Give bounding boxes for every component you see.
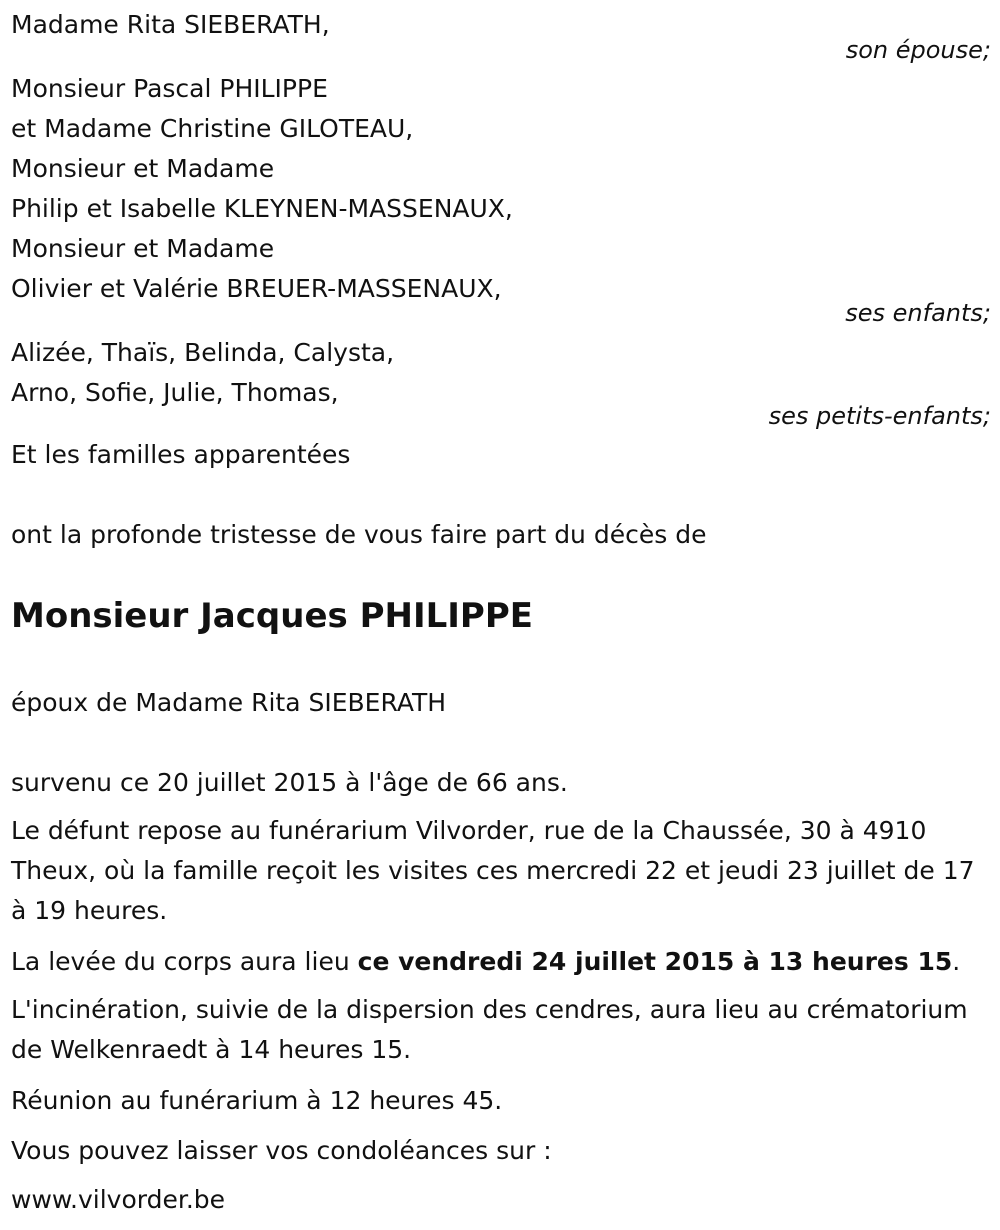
levee-suffix: . xyxy=(952,947,961,976)
cremation-info: L'incinération, suivie de la dispersion des cendres, aura lieu au crématorium de Welkenraedt à 14 heures 15. xyxy=(11,995,968,1064)
child-line: Monsieur et Madame xyxy=(11,234,275,263)
child-line: Philip et Isabelle KLEYNEN-MASSENAUX, xyxy=(11,194,513,223)
levee-prefix: La levée du corps aura lieu xyxy=(11,947,358,976)
grandchild-line: Alizée, Thaïs, Belinda, Calysta, xyxy=(11,338,395,367)
levee-info xyxy=(11,947,960,977)
child-line: et Madame Christine GILOTEAU, xyxy=(11,114,414,143)
spouse-of-text: époux de Madame Rita SIEBERATH xyxy=(11,688,447,717)
reunion-info: Réunion au funérarium à 12 heures 45. xyxy=(11,1086,503,1115)
child-line: Monsieur et Madame xyxy=(11,154,275,183)
death-info: survenu ce 20 juillet 2015 à l'âge de 66 ans. xyxy=(11,768,568,797)
repose-info: Le défunt repose au funérarium Vilvorder, rue de la Chaussée, 30 à 4910 Theux, où la famille reçoit les visites ces mercredi 22 et jeudi 23 juillet de 17 à 19 heures. xyxy=(11,816,975,925)
families-line: Et les familles apparentées xyxy=(11,440,351,469)
announcement-text: ont la profonde tristesse de vous faire part du décès de xyxy=(11,520,707,549)
deceased-name: Monsieur Jacques PHILIPPE xyxy=(11,596,533,636)
grandchild-line: Arno, Sofie, Julie, Thomas, xyxy=(11,378,339,407)
grandchildren-role: ses petits-enfants; xyxy=(768,402,991,430)
website-link[interactable]: www.vilvorder.be xyxy=(11,1185,226,1214)
levee-datetime: ce vendredi 24 juillet 2015 à 13 heures 15 xyxy=(357,947,953,976)
child-line: Olivier et Valérie BREUER-MASSENAUX, xyxy=(11,274,502,303)
condolences-text: Vous pouvez laisser vos condoléances sur : xyxy=(11,1136,552,1165)
spouse-name: Madame Rita SIEBERATH, xyxy=(11,10,330,39)
children-role: ses enfants; xyxy=(845,299,991,327)
child-line: Monsieur Pascal PHILIPPE xyxy=(11,74,328,103)
spouse-role: son épouse; xyxy=(845,36,991,64)
obituary-notice xyxy=(11,0,991,1230)
